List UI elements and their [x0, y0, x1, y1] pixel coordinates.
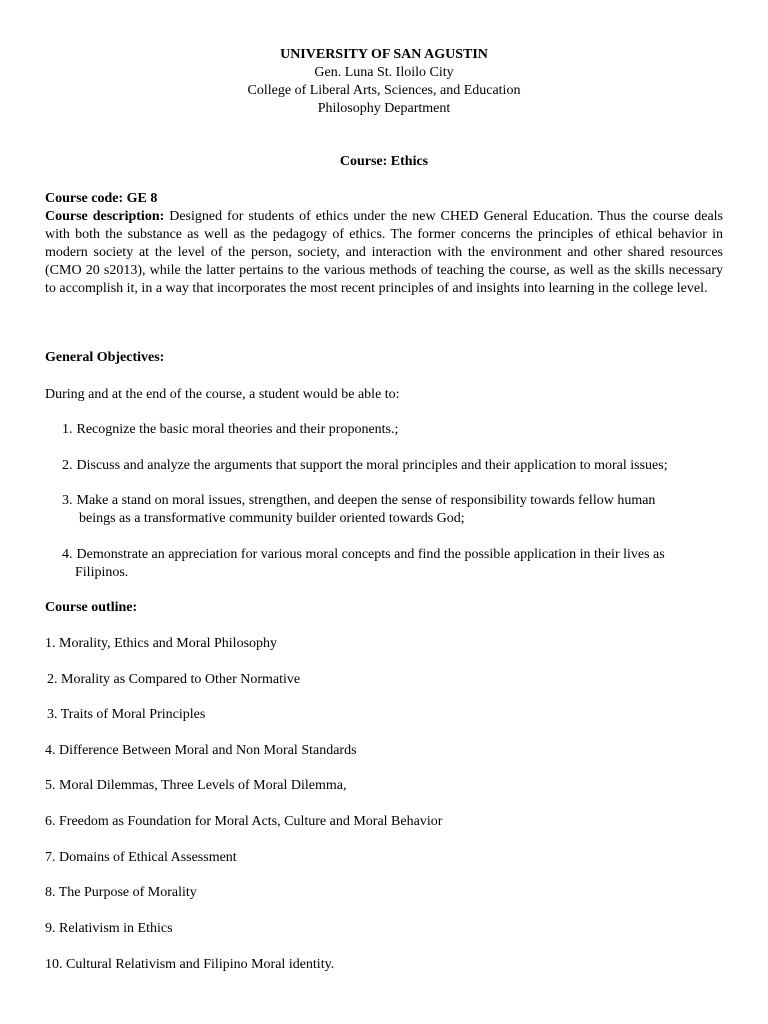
course-outline-item: 2. Morality as Compared to Other Normative — [47, 672, 301, 687]
general-objectives-intro: During and at the end of the course, a student would be able to: — [45, 387, 400, 402]
department-name: Philosophy Department — [317, 101, 451, 116]
course-outline-item: 9. Relativism in Ethics — [45, 921, 173, 936]
objective-text: Recognize the basic moral theories and their proponents.; — [76, 422, 399, 437]
university-name: UNIVERSITY OF SAN AGUSTIN — [280, 47, 488, 62]
objective-number: 4. — [62, 547, 73, 562]
objective-text: Demonstrate an appreciation for various moral concepts and find the possible application in their lives as — [76, 547, 665, 562]
objective-number: 2. — [62, 458, 73, 473]
objective-item — [62, 546, 732, 582]
objective-text: Discuss and analyze the arguments that support the moral principles and their application to moral issues; — [76, 458, 668, 473]
course-outline-item: 8. The Purpose of Morality — [45, 885, 197, 900]
objective-number: 1. — [62, 422, 73, 437]
course-description — [45, 208, 723, 298]
course-outline-item: 1. Morality, Ethics and Moral Philosophy — [45, 636, 278, 651]
course-description-text: Designed for students of ethics under the new CHED General Education. Thus the course deals with both the substance as well as the pedagogy of ethics. The former concerns the principles of ethical behavior in modern society at the level of the person, society, and interaction with the environment and other shared resources (CMO 20 s2013), while the latter pertains to the various methods of teaching the course, as well as the skills necessary to accomplish it, in a way that incorporates the most recent principles of and insights into learning in the college level. — [45, 209, 724, 296]
university-address: Gen. Luna St. Iloilo City — [314, 65, 454, 80]
course-outline-item: 4. Difference Between Moral and Non Moral Standards — [45, 743, 357, 758]
general-objectives-heading: General Objectives: — [45, 350, 165, 365]
objective-number: 3. — [62, 493, 73, 508]
course-description-label: Course description: — [45, 209, 165, 224]
course-outline-item: 10. Cultural Relativism and Filipino Moral identity. — [45, 957, 335, 972]
objective-item — [62, 421, 732, 439]
objective-text-continued: Filipinos. — [75, 565, 129, 580]
course-outline-item: 7. Domains of Ethical Assessment — [45, 850, 237, 865]
course-code: Course code: GE 8 — [45, 191, 158, 206]
course-outline-item: 5. Moral Dilemmas, Three Levels of Moral Dilemma, — [45, 778, 347, 793]
course-outline-heading: Course outline: — [45, 600, 138, 615]
course-outline-item: 3. Traits of Moral Principles — [47, 707, 206, 722]
objective-text-continued: beings as a transformative community builder oriented towards God; — [79, 511, 465, 526]
course-outline-item: 6. Freedom as Foundation for Moral Acts, Culture and Moral Behavior — [45, 814, 443, 829]
document-header — [0, 46, 768, 118]
course-title: Course: Ethics — [339, 154, 429, 169]
college-name: College of Liberal Arts, Sciences, and Education — [247, 83, 521, 98]
objective-item — [62, 457, 732, 475]
objective-item — [62, 492, 732, 528]
objective-text: Make a stand on moral issues, strengthen, and deepen the sense of responsibility towards fellow human — [76, 493, 656, 508]
